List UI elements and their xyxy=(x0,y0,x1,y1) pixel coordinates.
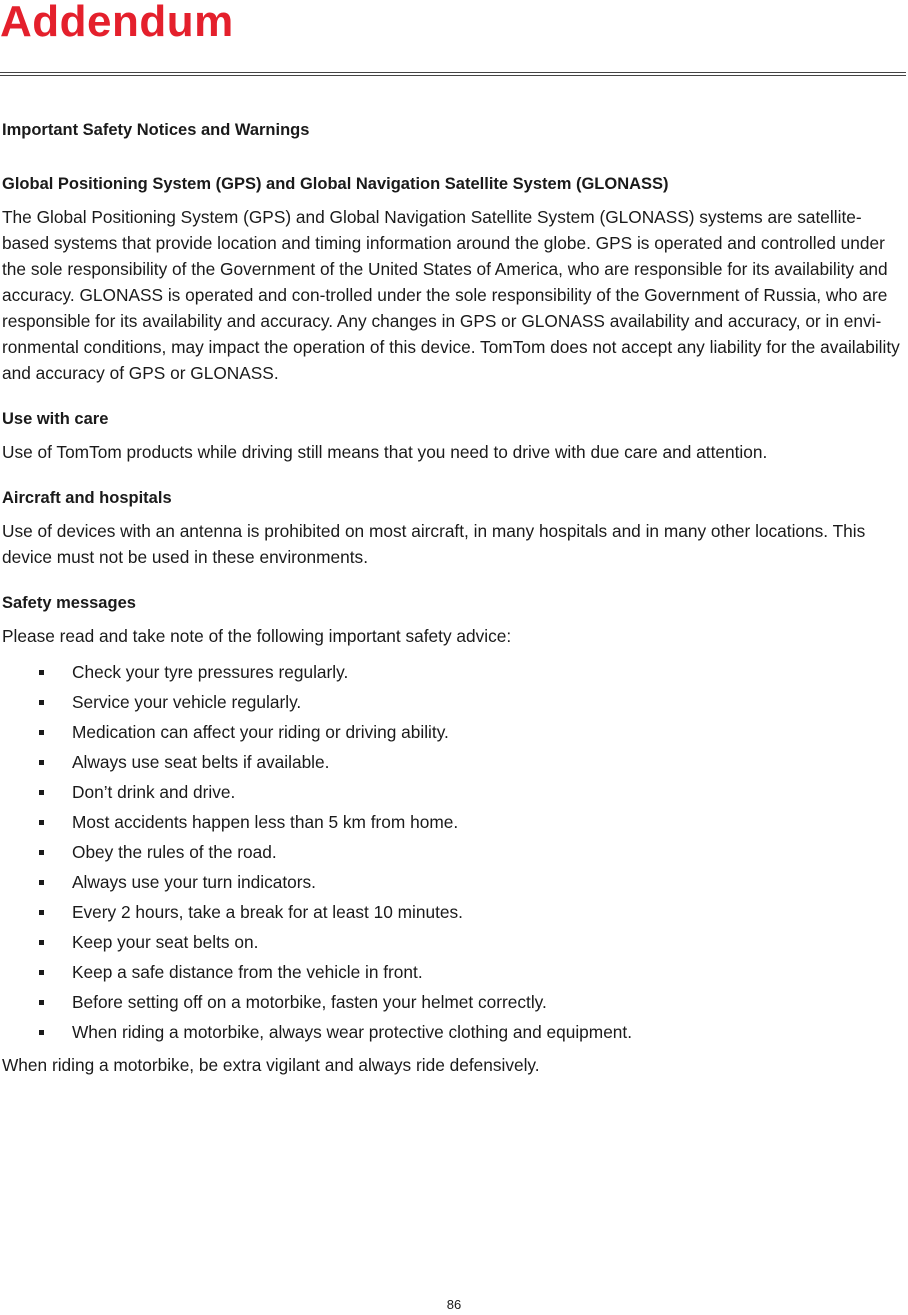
aircraft-hospitals-paragraph: Use of devices with an antenna is prohibited on most aircraft, in many hospitals and in many other locations. This device must not be used in these environments. xyxy=(2,521,866,567)
bullet-icon xyxy=(39,910,44,915)
list-item-text: Every 2 hours, take a break for at least 10 minutes. xyxy=(72,902,463,922)
list-item-text: Obey the rules of the road. xyxy=(72,842,277,862)
list-item xyxy=(2,807,906,837)
list-item xyxy=(2,777,906,807)
list-item-text: Medication can affect your riding or driving ability. xyxy=(72,722,449,742)
list-item xyxy=(2,717,906,747)
bullet-icon xyxy=(39,850,44,855)
bullet-icon xyxy=(39,1030,44,1035)
use-with-care-heading: Use with care xyxy=(2,410,109,428)
list-item-text: Keep your seat belts on. xyxy=(72,932,259,952)
document-body xyxy=(2,117,906,1078)
safety-intro: Please read and take note of the following important safety advice: xyxy=(2,626,512,646)
list-item xyxy=(2,957,906,987)
list-item-text: Don’t drink and drive. xyxy=(72,782,236,802)
list-item xyxy=(2,1017,906,1047)
page-title: Addendum xyxy=(0,0,234,46)
list-item xyxy=(2,687,906,717)
bullet-icon xyxy=(39,940,44,945)
list-item xyxy=(2,987,906,1017)
list-item-text: Before setting off on a motorbike, fasten your helmet correctly. xyxy=(72,992,547,1012)
list-item xyxy=(2,657,906,687)
bullet-icon xyxy=(39,880,44,885)
gps-heading: Global Positioning System (GPS) and Global Navigation Satellite System (GLONASS) xyxy=(2,175,669,193)
important-notices-heading: Important Safety Notices and Warnings xyxy=(2,121,310,139)
list-item-text: Keep a safe distance from the vehicle in front. xyxy=(72,962,423,982)
list-item-text: Always use your turn indicators. xyxy=(72,872,316,892)
list-item-text: Most accidents happen less than 5 km from home. xyxy=(72,812,459,832)
gps-paragraph: The Global Positioning System (GPS) and Global Navigation Satellite System (GLONASS) systems are satellite-based systems that provide location and timing information around the globe. GPS is operated and controlled under the sole responsibility of the Government of the United States of America, who are responsible for its availability and accuracy. GLONASS is operated and con-trolled under the sole responsibility of the Government of Russia, who are responsible for its availability and accuracy. Any changes in GPS or GLONASS availability and accuracy, or in envi-ronmental conditions, may impact the operation of this device. TomTom does not accept any liability for the availability and accuracy of GPS or GLONASS. xyxy=(2,207,900,383)
aircraft-hospitals-heading: Aircraft and hospitals xyxy=(2,489,172,507)
list-item xyxy=(2,747,906,777)
list-item-text: When riding a motorbike, always wear protective clothing and equipment. xyxy=(72,1022,633,1042)
title-divider xyxy=(0,72,906,76)
bullet-icon xyxy=(39,970,44,975)
bullet-icon xyxy=(39,1000,44,1005)
safety-messages-heading: Safety messages xyxy=(2,594,136,612)
list-item-text: Service your vehicle regularly. xyxy=(72,692,302,712)
list-item xyxy=(2,867,906,897)
bullet-icon xyxy=(39,670,44,675)
bullet-icon xyxy=(39,790,44,795)
bullet-icon xyxy=(39,820,44,825)
bullet-icon xyxy=(39,730,44,735)
list-item xyxy=(2,927,906,957)
list-item xyxy=(2,897,906,927)
safety-advice-list xyxy=(2,657,906,1047)
bullet-icon xyxy=(39,700,44,705)
closing-paragraph: When riding a motorbike, be extra vigilant and always ride defensively. xyxy=(2,1055,540,1075)
page-number: 86 xyxy=(446,1297,462,1312)
list-item-text: Always use seat belts if available. xyxy=(72,752,330,772)
list-item xyxy=(2,837,906,867)
list-item-text: Check your tyre pressures regularly. xyxy=(72,662,349,682)
bullet-icon xyxy=(39,760,44,765)
use-with-care-paragraph: Use of TomTom products while driving still means that you need to drive with due care and attention. xyxy=(2,442,768,462)
